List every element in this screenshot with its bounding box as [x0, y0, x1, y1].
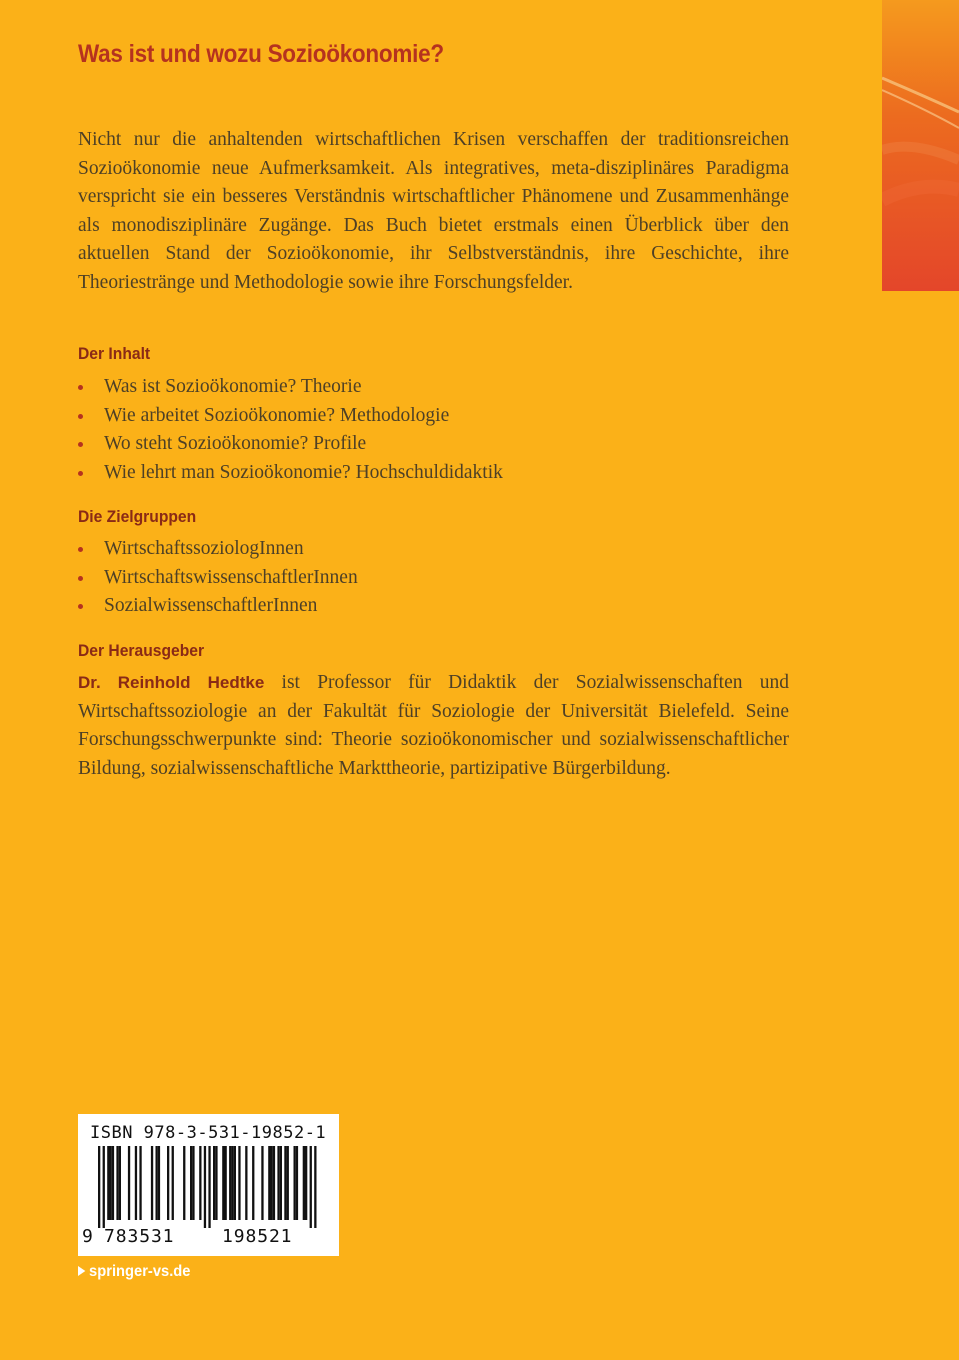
barcode-bar: [268, 1146, 270, 1220]
isbn-label: ISBN 978-3-531-19852-1: [90, 1123, 327, 1143]
list-item-text: WirtschaftswissenschaftlerInnen: [104, 566, 358, 588]
list-item-text: Wo steht Sozioökonomie? Profile: [104, 433, 367, 455]
barcode-bar: [204, 1146, 206, 1228]
ean-first-digit: 9: [82, 1226, 93, 1247]
ean-right-digits: 198521: [222, 1226, 293, 1247]
publisher-url: springer-vs.de: [89, 1263, 191, 1280]
barcode-bar: [135, 1146, 137, 1220]
barcode-bar: [119, 1146, 121, 1220]
list-item-text: WirtschaftssoziologInnen: [104, 538, 304, 559]
barcode-bar: [305, 1146, 307, 1220]
list-item: [78, 373, 503, 402]
list-item-text: Was ist Sozioökonomie? Theorie: [104, 376, 362, 397]
barcode-bar: [103, 1146, 105, 1228]
barcode-bar: [245, 1146, 247, 1220]
barcode-bar: [229, 1146, 231, 1220]
barcode-bar: [156, 1146, 158, 1220]
barcode-bar: [310, 1146, 312, 1228]
bullet-icon: [78, 547, 83, 552]
page-title: Was ist und wozu Sozioökonomie?: [78, 40, 444, 68]
list-item: [78, 402, 503, 431]
inhalt-heading: Der Inhalt: [78, 344, 151, 363]
zielgruppen-heading: Die Zielgruppen: [78, 507, 197, 526]
barcode-bar: [287, 1146, 289, 1220]
barcode-bar: [183, 1146, 185, 1220]
barcode-bar: [238, 1146, 240, 1220]
barcode-bar: [199, 1146, 201, 1220]
arrow-right-icon: [78, 1266, 85, 1276]
barcode-bar: [213, 1146, 215, 1220]
barcode-bar: [190, 1146, 192, 1220]
barcode-bar: [277, 1146, 279, 1220]
barcode-bar: [222, 1146, 224, 1220]
list-item: [78, 430, 503, 459]
barcode-bar: [192, 1146, 194, 1220]
barcode-bars: [88, 1146, 328, 1228]
barcode-bar: [231, 1146, 233, 1220]
barcode-bar: [261, 1146, 263, 1220]
barcode-bar: [215, 1146, 217, 1220]
author-bio-text: ist Professor für Didaktik der Sozialwissenschaften und Wirtschaftssoziologie an der Fakultät für Soziologie der Universität Bielefeld. Seine Forschungsschwerpunkte sind: Theorie sozioökonomischer und sozialwissenschaftlicher Bildung, sozialwissenschaftliche Markttheorie, partizipative Bürgerbildung.: [78, 672, 790, 779]
list-item-text: SozialwissenschaftlerInnen: [104, 595, 318, 617]
inhalt-list: [78, 373, 503, 487]
bullet-icon: [78, 385, 83, 390]
publisher-link[interactable]: [78, 1263, 190, 1281]
zielgruppen-list: [78, 535, 358, 621]
barcode-bar: [172, 1146, 174, 1220]
barcode-bar: [116, 1146, 118, 1220]
decorative-swoosh-graphic: [882, 0, 959, 291]
list-item-text: Wie arbeitet Sozioökonomie? Methodologie: [104, 404, 450, 426]
decorative-corner-panel: [882, 0, 959, 291]
ean-left-digits: 783531: [104, 1226, 175, 1247]
barcode-bar: [284, 1146, 286, 1220]
barcode-bar: [208, 1146, 210, 1228]
barcode-bar: [271, 1146, 273, 1220]
barcode-bar: [314, 1146, 316, 1228]
herausgeber-bio: [78, 669, 789, 783]
isbn-barcode: [78, 1114, 339, 1256]
barcode-bar: [128, 1146, 130, 1220]
barcode-bar: [151, 1146, 153, 1220]
list-item: [78, 564, 358, 593]
barcode-bar: [280, 1146, 282, 1220]
barcode-bar: [110, 1146, 112, 1220]
barcode-bar: [296, 1146, 298, 1220]
list-item: [78, 592, 358, 621]
bullet-icon: [78, 576, 83, 581]
herausgeber-heading: Der Herausgeber: [78, 641, 205, 660]
list-item-text: Wie lehrt man Sozioökonomie? Hochschuldidaktik: [104, 461, 503, 483]
barcode-bar: [303, 1146, 305, 1220]
author-name: Dr. Reinhold Hedtke: [78, 673, 265, 692]
barcode-bar: [225, 1146, 227, 1220]
bullet-icon: [78, 604, 83, 609]
barcode-bar: [139, 1146, 141, 1220]
barcode-bar: [158, 1146, 160, 1220]
barcode-bar: [167, 1146, 169, 1220]
bullet-icon: [78, 414, 83, 419]
barcode-bar: [107, 1146, 109, 1220]
bullet-icon: [78, 471, 83, 476]
bullet-icon: [78, 442, 83, 447]
list-item: [78, 459, 503, 488]
barcode-bar: [273, 1146, 275, 1220]
barcode-bar: [252, 1146, 254, 1220]
barcode-bar: [294, 1146, 296, 1220]
barcode-bar: [112, 1146, 114, 1220]
intro-paragraph: Nicht nur die anhaltenden wirtschaftlichen Krisen verschaffen der traditionsreichen Sozioökonomie neue Aufmerksamkeit. Als integratives, meta-disziplinäres Paradigma verspricht sie ein besseres Verständnis wirtschaftlicher Phänomene und Zusammenhänge als monodisziplinäre Zugänge. Das Buch bietet erstmals einen Überblick über den aktuellen Stand der Sozioökonomie, ihr Selbstverständnis, ihre Geschichte, ihre Theoriestränge und Methodologie sowie ihre Forschungsfelder.: [78, 129, 789, 293]
barcode-bar: [234, 1146, 236, 1220]
list-item: [78, 535, 358, 564]
barcode-bar: [98, 1146, 100, 1228]
